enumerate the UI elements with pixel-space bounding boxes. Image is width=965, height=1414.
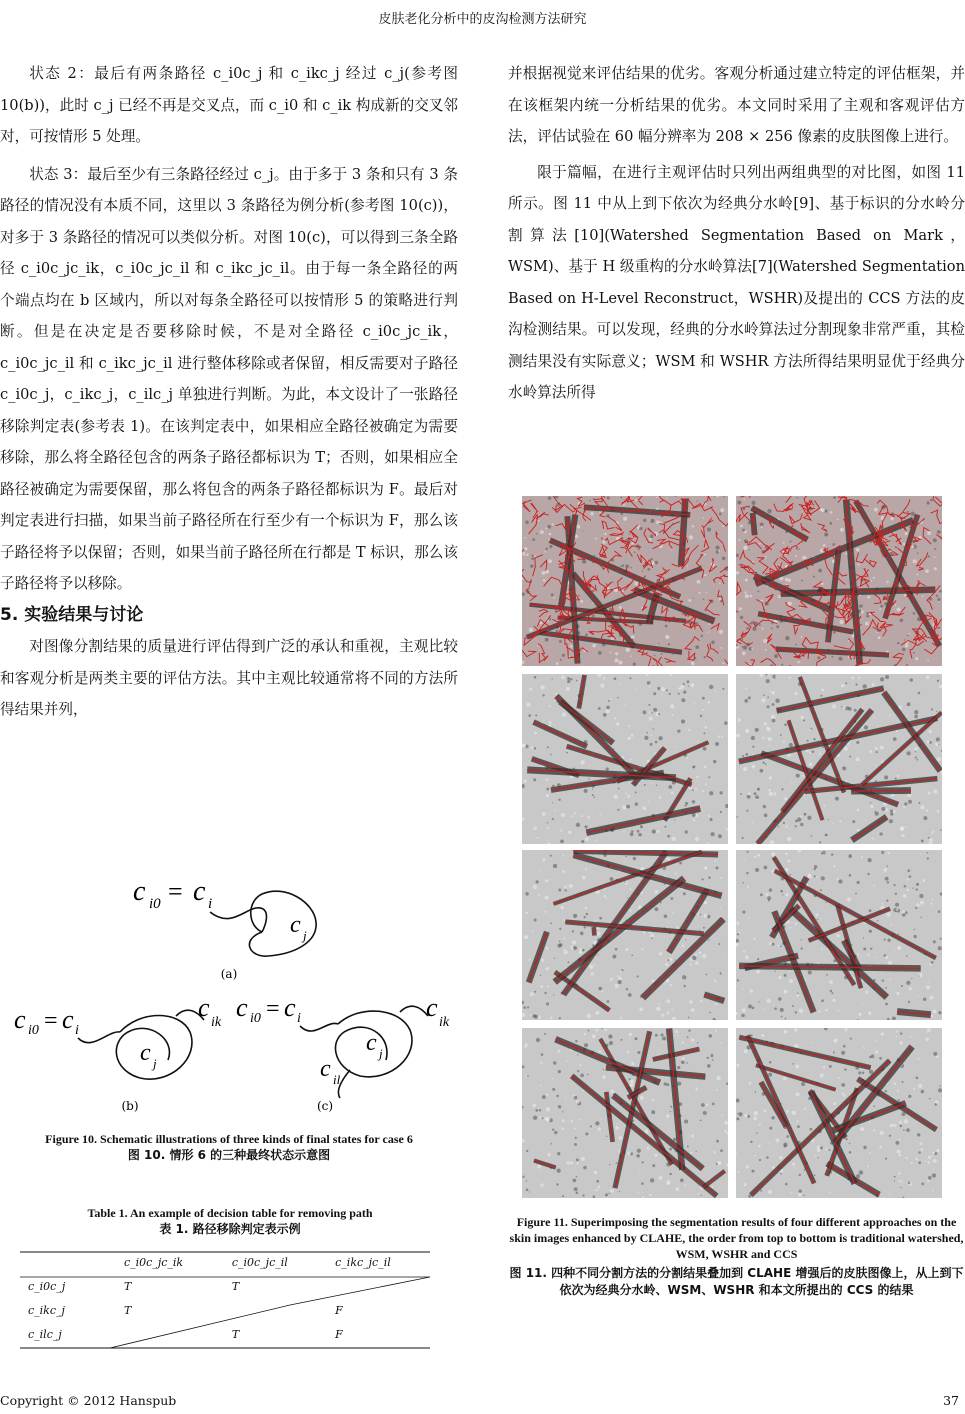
footer-page-number: 37 (943, 1393, 959, 1408)
svg-text:c: c (133, 876, 146, 907)
svg-text:i0: i0 (28, 1023, 39, 1038)
svg-text:c: c (284, 993, 296, 1022)
section-heading: 5. 实验结果与讨论 (0, 604, 144, 625)
svg-text:i: i (75, 1023, 79, 1038)
figure-10-caption-en: Figure 10. Schematic illustrations of three kinds of final states for case 6 (45, 1132, 413, 1146)
svg-text:j: j (379, 1046, 383, 1061)
skin-segmentation-image (736, 850, 942, 1020)
paragraph-subjective: 限于篇幅，在进行主观评估时只列出两组典型的对比图，如图 11 所示。图 11 中从上到下依次为经典分水岭[9]、基于标识的分水岭分割算法[10](Watershed Segmentation Based on Mark，WSM)、基于 H 级重构的分水岭算法[7](Watershed Segmentation Based on H-Level Reconstruct，WSHR)及提出的 CCS 方法的皮沟检测结果。可以发现，经典的分水岭算法过分割现象非常严重，其检测结果没有实际意义；WSM 和 WSHR 方法所得结果明显优于经典分水岭算法所得 (508, 163, 965, 401)
table-cell (224, 1298, 327, 1322)
svg-text:c: c (290, 912, 301, 938)
svg-text:c: c (14, 1005, 26, 1034)
figure-10-caption-cn: 图 10. 情形 6 的三种最终状态示意图 (127, 1148, 331, 1162)
skin-segmentation-image (736, 674, 942, 844)
figure-11 (508, 492, 965, 1362)
table-cell: F (335, 1303, 343, 1317)
diagram-b (14, 993, 222, 1079)
paragraph-objective: 并根据视觉来评估结果的优劣。客观分析通过建立特定的评估框架，并在该框架内统一分析结果的优劣。本文同时采用了主观和客观评估方法，评估试验在 60 幅分辨率为 208 × 256 像素的皮肤图像上进行。 (508, 65, 965, 145)
figure-11-caption-cn: 图 11. 四种不同分割方法的分割结果叠加到 CLAHE 增强后的皮肤图像上，从上到下依次为经典分水岭、WSM、WSHR 和本文所提出的 CCS 的结果 (509, 1266, 964, 1297)
table-cell: T (231, 1279, 240, 1293)
table-cell: T (124, 1279, 132, 1293)
svg-text:j: j (303, 928, 307, 943)
svg-text:j: j (153, 1056, 157, 1071)
col-header: c_ikc_jc_il (335, 1255, 391, 1269)
right-column (508, 58, 965, 409)
svg-text:c: c (62, 1005, 74, 1034)
paragraph-state3: 状态 3：最后至少有三条路径经过 c_j。由于多于 3 条和只有 3 条路径的情况没有本质不同，这里以 3 条路径为例分析(参考图 10(c))，对多于 3 条路径的情况可以类似分析。对图 10(c)，可以得到三条全路径 c_i0c_jc_ik，c_i0c_jc_il 和 c_ikc_jc_il。由于每一条全路径的两个端点均在 b 区域内，所以对每条全路径可以按情形 5 的策略进行判断。但是在决定是否要移除时候，不是对全路径 c_i0c_jc_ik，c_i0c_jc_il 和 c_ikc_jc_il 进行整体移除或者保留，相反需要对子路径 c_i0c_j，c_ikc_j，c_ilc_j 单独进行判断。为此，本文设计了一张路径移除判定表(参考表 1)。在该判定表中，如果相应全路径被确定为需要移除，那么将全路径包含的两条子路径都标识为 T；否则，如果相应全路径被确定为需要保留，那么将包含的两条子路径都标识为 F。最后对判定表进行扫描，如果当前子路径所在行至少有一个标识为 F，那么该子路径将予以保留；否则，如果当前子路径所在行都是 T 标识，那么该子路径将予以移除。 (0, 165, 458, 592)
diagram-a (133, 876, 316, 956)
svg-text:=: = (44, 1008, 58, 1034)
label-a: (a) (220, 967, 238, 981)
label-b: (b) (121, 1099, 139, 1113)
svg-text:ik: ik (211, 1015, 222, 1030)
svg-text:c: c (366, 1030, 377, 1056)
skin-segmentation-image (736, 1028, 942, 1198)
svg-text:il: il (333, 1072, 341, 1087)
row-label: c_ilc_j (28, 1327, 62, 1341)
svg-text:c: c (140, 1040, 151, 1066)
footer-copyright: Copyright © 2012 Hanspub (0, 1393, 177, 1408)
col-header: c_i0c_jc_il (231, 1255, 288, 1269)
svg-text:c: c (193, 876, 206, 907)
running-title: 皮肤老化分析中的皮沟检测方法研究 (378, 12, 587, 27)
table-cell (327, 1274, 430, 1298)
left-column (0, 58, 458, 726)
svg-text:=: = (168, 877, 183, 906)
skin-segmentation-image (522, 496, 728, 666)
skin-segmentation-image (522, 850, 728, 1020)
svg-text:i: i (208, 896, 213, 912)
table-header-row (20, 1250, 430, 1274)
table-cell: T (231, 1327, 240, 1341)
col-header: c_i0c_jc_ik (124, 1255, 184, 1269)
figure-11-caption-en: Figure 11. Superimposing the segmentation results of four different approaches on the skin images enhanced by CLAHE, the order from top to bottom is traditional watershed, WSM, WSHR and CCS (509, 1215, 964, 1261)
figure-10-diagram (0, 870, 458, 1125)
svg-text:=: = (266, 996, 280, 1022)
svg-text:c: c (198, 993, 210, 1022)
figure-10 (0, 870, 458, 1180)
skin-segmentation-image (522, 674, 728, 844)
paragraph-state2: 状态 2：最后有两条路径 c_i0c_j 和 c_ikc_j 经过 c_j(参考图 10(b))，此时 c_j 已经不再是交叉点，而 c_i0 和 c_ik 构成新的交叉邻对，可按情形 5 处理。 (0, 65, 458, 145)
svg-text:c: c (236, 993, 248, 1022)
table-row (20, 1274, 430, 1298)
svg-text:i: i (297, 1011, 301, 1026)
table-cell: F (335, 1327, 343, 1341)
table-cell: T (124, 1303, 132, 1317)
label-c: (c) (316, 1099, 334, 1113)
table-1-caption-cn: 表 1. 路径移除判定表示例 (159, 1222, 301, 1236)
diagram-c (236, 993, 450, 1098)
skin-segmentation-image (522, 1028, 728, 1198)
skin-segmentation-image (736, 496, 942, 666)
paragraph-eval: 对图像分割结果的质量进行评估得到广泛的承认和重视，主观比较和客观分析是两类主要的评估方法。其中主观比较通常将不同的方法所得结果并列， (0, 638, 458, 718)
table-1-caption-en: Table 1. An example of decision table for removing path (87, 1206, 373, 1220)
table-row (20, 1322, 430, 1346)
svg-text:i0: i0 (250, 1011, 261, 1026)
svg-text:i0: i0 (149, 896, 161, 912)
svg-text:c: c (426, 993, 438, 1022)
figure-11-image-grid (508, 492, 965, 1204)
row-label: c_i0c_j (28, 1279, 66, 1293)
table-1 (20, 1205, 440, 1346)
table-row (20, 1298, 430, 1322)
svg-text:ik: ik (439, 1015, 450, 1030)
decision-table (20, 1250, 430, 1346)
table-cell (116, 1322, 224, 1346)
svg-text:c: c (320, 1056, 331, 1082)
row-label: c_ikc_j (28, 1303, 65, 1317)
